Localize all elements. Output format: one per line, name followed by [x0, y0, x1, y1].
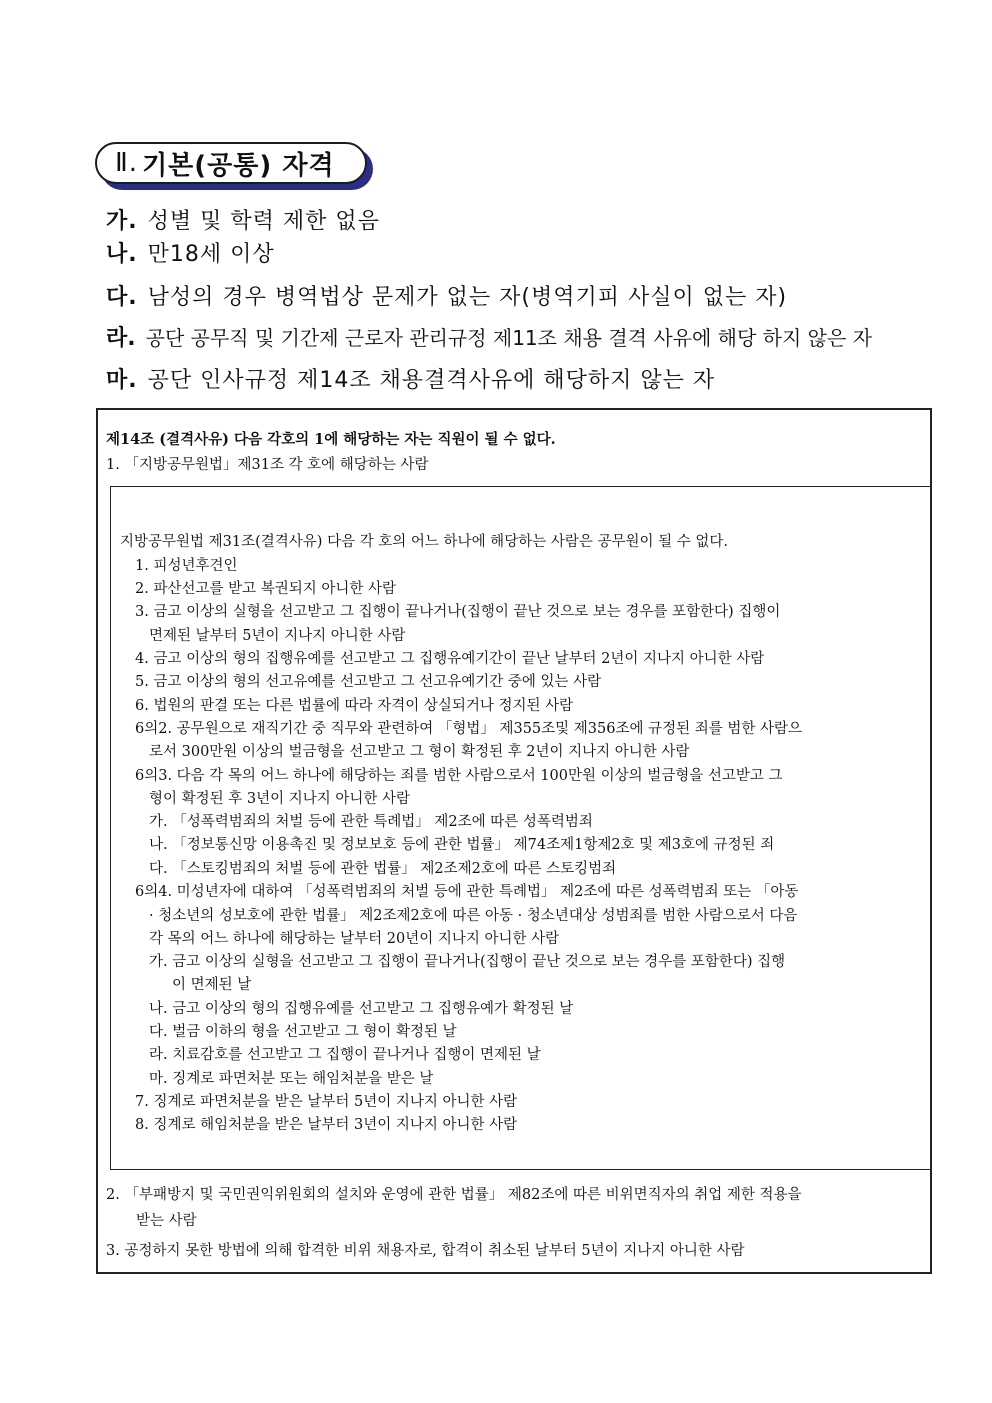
law-line: 6의4. 미성년자에 대하여 「성폭력범죄의 처벌 등에 관한 특례법」 제2조에 따른 성폭력범죄 또는 「아동	[135, 884, 799, 900]
section-heading-badge	[95, 142, 367, 184]
law-line: 2. 파산선고를 받고 복권되지 아니한 사람	[135, 581, 396, 597]
criteria-label: 라.	[106, 326, 136, 351]
criteria-text: 공단 공무직 및 기간제 근로자 관리규정 제11조 채용 결격 사유에 해당 하지 않은 자	[145, 326, 872, 350]
criteria-item	[106, 363, 715, 394]
section-number: Ⅱ.	[115, 148, 139, 178]
criteria-text: 남성의 경우 병역법상 문제가 없는 자(병역기피 사실이 없는 자)	[147, 285, 788, 310]
law-line: 나. 금고 이상의 형의 집행유예를 선고받고 그 집행유예가 확정된 날	[149, 1001, 574, 1017]
criteria-item	[106, 321, 872, 352]
law-line: 마. 징계로 파면처분 또는 해임처분을 받은 날	[149, 1071, 434, 1087]
section-title: 기본(공통) 자격	[142, 150, 335, 181]
law-line: · 청소년의 성보호에 관한 법률」 제2조제2호에 따른 아동 · 청소년대상 성범죄를 범한 사람으로서 다음	[149, 908, 798, 924]
criteria-item	[106, 280, 787, 311]
law-line: 6의2. 공무원으로 재직기간 중 직무와 관련하여 「형법」 제355조및 제356조에 규정된 죄를 범한 사람으	[135, 721, 802, 737]
law-line: 로서 300만원 이상의 벌금형을 선고받고 그 형이 확정된 후 2년이 지나지 아니한 사람	[149, 744, 690, 760]
rule-item-2-cont: 받는 사람	[136, 1213, 197, 1229]
law-line: 6. 법원의 판결 또는 다른 법률에 따라 자격이 상실되거나 정지된 사람	[135, 698, 574, 714]
law-line: 나. 「정보통신망 이용촉진 및 정보보호 등에 관한 법률」 제74조제1항제2호 및 제3호에 규정된 죄	[149, 837, 775, 853]
law-line: 다. 「스토킹범죄의 처벌 등에 관한 법률」 제2조제2호에 따른 스토킹범죄	[149, 861, 617, 877]
criteria-item	[106, 204, 380, 235]
section-heading	[95, 142, 380, 194]
rule-item-1: 1. 「지방공무원법」제31조 각 호에 해당하는 사람	[106, 457, 429, 473]
rule-item-2: 2. 「부패방지 및 국민권익위원회의 설치와 운영에 관한 법률」 제82조에 따른 비위면직자의 취업 제한 적용을	[106, 1187, 802, 1203]
criteria-item	[106, 237, 275, 268]
law-line: 형이 확정된 후 3년이 지나지 아니한 사람	[149, 791, 410, 807]
criteria-text: 공단 인사규정 제14조 채용결격사유에 해당하지 않는 자	[147, 368, 716, 393]
law-line: 가. 「성폭력범죄의 처벌 등에 관한 특례법」 제2조에 따른 성폭력범죄	[149, 814, 593, 830]
law-line: 다. 벌금 이하의 형을 선고받고 그 형이 확정된 날	[149, 1024, 457, 1040]
criteria-text: 성별 및 학력 제한 없음	[147, 209, 380, 234]
rule-item-3: 3. 공정하지 못한 방법에 의해 합격한 비위 채용자로, 합격이 취소된 날부터 5년이 지나지 아니한 사람	[106, 1243, 745, 1259]
law-intro: 지방공무원법 제31조(결격사유) 다음 각 호의 어느 하나에 해당하는 사람은 공무원이 될 수 없다.	[120, 534, 728, 550]
law-line: 8. 징계로 해임처분을 받은 날부터 3년이 지나지 아니한 사람	[135, 1117, 518, 1133]
law-line: 가. 금고 이상의 실형을 선고받고 그 집행이 끝나거나(집행이 끝난 것으로 보는 경우를 포함한다) 집행	[149, 954, 786, 970]
criteria-label: 마.	[106, 368, 138, 393]
law-line: 7. 징계로 파면처분을 받은 날부터 5년이 지나지 아니한 사람	[135, 1094, 518, 1110]
law-line: 면제된 날부터 5년이 지나지 아니한 사람	[149, 628, 406, 644]
law-line: 1. 피성년후견인	[135, 558, 238, 574]
law-line: 6의3. 다음 각 목의 어느 하나에 해당하는 죄를 범한 사람으로서 100만원 이상의 벌금형을 선고받고 그	[135, 768, 783, 784]
rule-heading: 제14조 (결격사유) 다음 각호의 1에 해당하는 자는 직원이 될 수 없다.	[106, 431, 556, 448]
law-line: 각 목의 어느 하나에 해당하는 날부터 20년이 지나지 아니한 사람	[149, 931, 560, 947]
criteria-label: 다.	[106, 285, 138, 310]
law-line: 3. 금고 이상의 실형을 선고받고 그 집행이 끝나거나(집행이 끝난 것으로 보는 경우를 포함한다) 집행이	[135, 604, 781, 620]
law-line: 4. 금고 이상의 형의 집행유예를 선고받고 그 집행유예기간이 끝난 날부터 2년이 지나지 아니한 사람	[135, 651, 765, 667]
law-line: 라. 치료감호를 선고받고 그 집행이 끝나거나 집행이 면제된 날	[149, 1047, 541, 1063]
criteria-label: 가.	[106, 209, 138, 234]
criteria-label: 나.	[106, 242, 138, 267]
criteria-text: 만18세 이상	[147, 242, 275, 267]
law-line: 5. 금고 이상의 형의 선고유예를 선고받고 그 선고유예기간 중에 있는 사람	[135, 674, 602, 690]
law-line: 이 면제된 날	[172, 977, 252, 993]
